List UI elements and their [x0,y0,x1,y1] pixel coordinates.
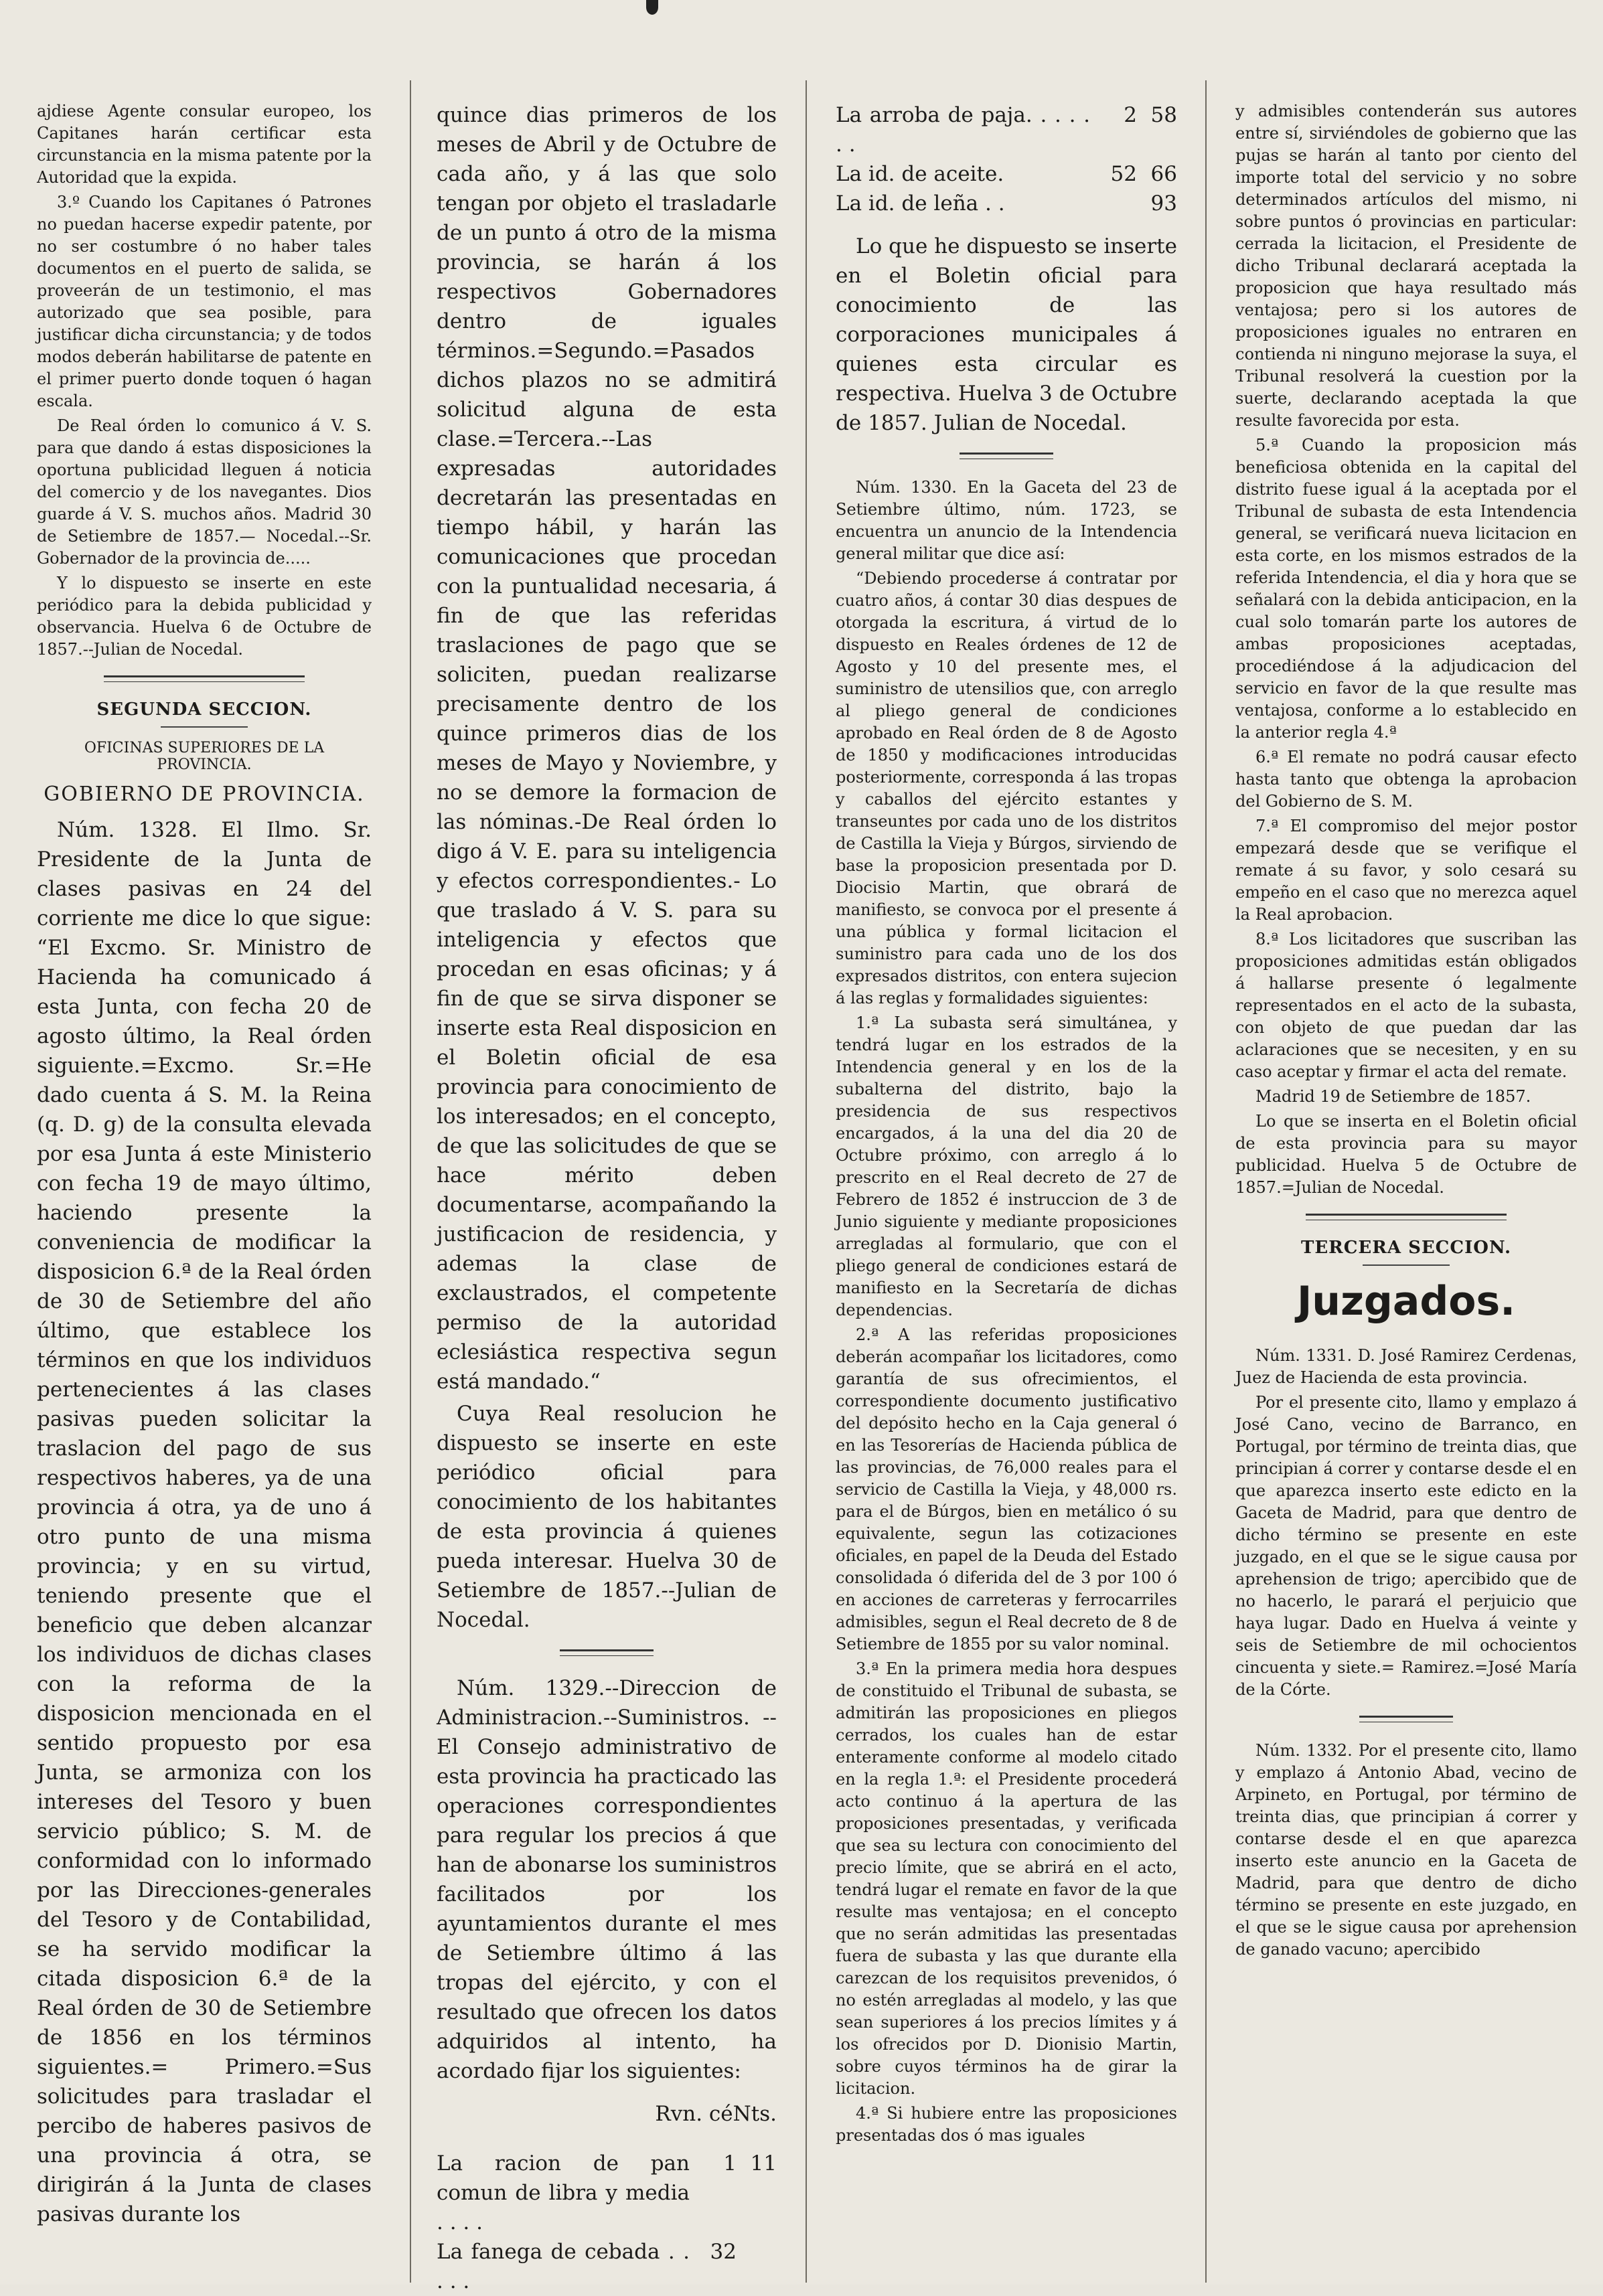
column-4 [1235,100,1577,2276]
item-name: La fanega de cebada . . . . . [437,2240,690,2293]
item-name: La id. de aceite. [836,162,1004,186]
top-ink-mark [646,0,658,15]
price-header: Rvn. céNts. [655,2102,777,2126]
separator-rule [960,453,1053,459]
paragraph: 6.ª El remate no podrá causar efecto hasta tanto que obtenga la aprobacion del Gobierno de S. M. [1235,748,1577,811]
paragraph: Cuya Real resolucion he dispuesto se inserte en este periódico oficial para conocimiento de los habitantes de esta provincia á quienes pueda interesar. Huelva 30 de Setiembre de 1857.--Julian de Nocedal. [437,1402,777,1632]
price-row [437,2237,777,2296]
item-reales: 52 [1110,162,1137,186]
section-rule [104,675,305,682]
paragraph: “Debiendo procederse á contratar por cuatro años, á contar 30 dias despues de otorgada la escritura, á virtud de lo dispuesto en Reales órdenes de 12 de Agosto y 10 del presente mes, el suministro de utensilios que, con arreglo al pliego general de condiciones aprobado en Real órden de 8 de Agosto de 1850 y modificaciones introducidas posteriormente, corresponda á las tropas y caballos del ejército estantes y transeuntes por cada uno de los distritos de Castilla la Vieja y Búrgos, sirviendo de base la proposicion presentada por D. Diocisio Martin, que obrará de manifiesto, se convoca por el presente á una pública y formal licitacion el suministro para cada uno de los dos expresados distritos, con entera sujecion á las reglas y formalidades siguientes: [836,569,1177,1007]
price-row [836,100,1177,159]
item-centimos: 93 [1150,191,1177,216]
short-rule [161,726,248,728]
article-1331: Núm. 1331. D. José Ramirez Cerdenas, Juez de Hacienda de esta provincia. [1235,1346,1577,1387]
column-divider [410,80,411,2283]
column-divider [1205,80,1207,2283]
article-1332: Núm. 1332. Por el presente cito, llamo y emplazo á Antonio Abad, vecino de Arpineto, en Portugal, por término de treinta dias, que principian á correr y contarse desde el en que aparezca inserto este anuncio en la Gaceta de Madrid, para que dentro de dicho término se presente en este juzgado, en el que se le sigue causa por aprehension de ganado vacuno; apercibido [1235,1741,1577,1959]
item-centimos: 66 [1150,162,1177,186]
paragraph: Y lo dispuesto se inserte en este periódico para la debida publicidad y observancia. Huelva 6 de Octubre de 1857.--Julian de Nocedal. [37,574,372,659]
paragraph: Por el presente cito, llamo y emplazo á José Cano, vecino de Barranco, en Portugal, por término de treinta dias, que principian á correr y contarse desde el en que aparezca inserto este edicto en la Gaceta de Madrid, para que dentro de dicho término se presente en este juzgado, en el que se le sigue causa por aprehension de trigo; apercibido que de no hacerlo, le parará el perjuicio que haya lugar. Dado en Huelva á veinte y seis de Setiembre de mil ochocientos cincuenta y siete.= Ramirez.=José María de la Córte. [1235,1393,1577,1699]
price-row [836,159,1177,189]
paragraph: 5.ª Cuando la proposicion más beneficiosa obtenida en la capital del distrito fuese igual á la aceptada por el Tribunal de subasta de esta Intendencia general, se verificará nueva licitacion en esta corte, en los mismos estrados de la referida Intendencia, el dia y hora que se señalará con la debida anticipacion, en la cual solo tomarán parte los autores de ambas proposiciones aceptadas, procediéndose á la adjudicacion del servicio en favor de la que resulte mas ventajosa, conforme a lo establecido en la anterior regla 4.ª [1235,436,1577,742]
subsection-heading: OFICINAS SUPERIORES DE LA PROVINCIA. [84,740,325,773]
item-centimos: 11 [750,2151,777,2176]
paragraph: 1.ª La subasta será simultánea, y tendrá lugar en los estrados de la Intendencia general y en los de la subalterna del distrito, bajo la presidencia de sus respectivos encargados, á la una del dia 20 de Octubre próximo, con arreglo á lo prescrito en el Real decreto de 27 de Febrero de 1852 é instruccion de 3 de Junio siguiente y mediante proposiciones arregladas al formulario, que con el pliego general de condiciones estará de manifiesto en la Secretaría de dichas dependencias. [836,1013,1177,1319]
paragraph: 3.ª En la primera media hora despues de constituido el Tribunal de subasta, se admitirán las proposiciones en pliegos cerrados, los cuales han de estar enteramente conforme al modelo citado en la regla 1.ª: el Presidente procederá acto continuo á la apertura de las proposiciones presentadas, y verificada que sea su lectura con conocimiento del precio límite, que se abrirá en el acto, tendrá lugar el remate en favor de la que resulte mas ventajosa; en el concepto que no serán admitidas las presentadas fuera de subasta y las que durante ella carezcan de los requisitos prevenidos, ó no estén arregladas al modelo, y las que sean superiores á los precios límites y á los ofrecidos por D. Dionisio Martin, sobre cuyos términos ha de girar la licitacion. [836,1659,1177,2098]
paragraph: 2.ª A las referidas proposiciones deberán acompañar los licitadores, como garantía de sus ofrecimientos, el correspondiente documento justificativo del depósito hecho en la Caja general ó en las Tesorerías de Hacienda pública de las provincias, de 76,000 reales para el servicio de Castilla la Vieja, y 48,000 rs. para el de Búrgos, bien en metálico ó su equivalente, segun las cotizaciones oficiales, en papel de la Deuda del Estado consolidada ó diferida del de 3 por 100 ó en acciones de carreteras y ferrocarriles admisibles, segun el Real decreto de 8 de Setiembre de 1855 por su valor nominal. [836,1325,1177,1653]
paragraph: 3.º Cuando los Capitanes ó Patrones no puedan hacerse expedir patente, por no ser costumbre ó no haber tales documentos en el puerto de salida, se proveerán de un testimonio, el mas autorizado que sea posible, para justificar dicha circunstancia; y de todos modos deberán habilitarse de patente en el primer puerto donde toquen ó hagan escala. [37,193,372,410]
juzgados-heading: Juzgados. [1296,1278,1516,1325]
paragraph: 7.ª El compromiso del mejor postor empezará desde que se verifique el remate á su favor, y solo cesará su empeño en el caso que no merezca aquel la Real aprobacion. [1235,817,1577,924]
paragraph: Madrid 19 de Setiembre de 1857. [1255,1087,1531,1106]
section-heading: TERCERA SECCION. [1300,1238,1512,1258]
paragraph: 4.ª Si hubiere entre las proposiciones presentadas dos ó mas iguales [836,2104,1177,2145]
paragraph: 8.ª Los licitadores que suscriban las proposiciones admitidas están obligados á hallarse presente ó legalmente representados en el acto de la subasta, con objeto de que puedan dar las aclaraciones que se necesiten, y en su caso aceptar y firmar el acta del remate. [1235,930,1577,1081]
item-reales: 2 [1124,103,1137,127]
item-centimos: 58 [1150,103,1177,127]
short-rule [1363,1264,1450,1266]
office-heading: GOBIERNO DE PROVINCIA. [44,783,365,806]
item-name: La racion de pan comun de libra y media . . . . [437,2151,690,2234]
paragraph: ajdiese Agente consular europeo, los Capitanes harán certificar esta circunstancia en la misma patente por la Autoridad que la expida. [37,102,372,187]
section-heading: SEGUNDA SECCION. [96,700,312,720]
paragraph: y admisibles contenderán sus autores entre sí, sirviéndoles de gobierno que las pujas se harán al tanto por ciento del importe total del servicio y no sobre determinados artículos del mismo, ni sobre puntos ó provincias en particular: cerrada la licitacion, el Presidente de dicho Tribunal declarará aceptada la proposicion que haya resultado más ventajosa; pero si los autores de proposiciones iguales no entraren en contienda ni ninguno mejorase la suya, el Tribunal resolverá la cuestion por la suerte, declarando aceptada la que resulte favorecida por esta. [1235,102,1577,430]
separator-rule [1359,1716,1453,1722]
paragraph: Lo que se inserta en el Boletin oficial de esta provincia para su mayor publicidad. Huelva 5 de Octubre de 1857.=Julian de Nocedal. [1235,1112,1577,1197]
column-1 [37,100,372,2276]
price-row [836,189,1177,218]
section-rule [1306,1214,1507,1220]
paragraph: Lo que he dispuesto se inserte en el Boletin oficial para conocimiento de las corporaciones municipales á quienes esta circular es respectiva. Huelva 3 de Octubre de 1857. Julian de Nocedal. [836,234,1177,435]
paragraph: quince dias primeros de los meses de Abril y de Octubre de cada año, y á las que solo tengan por objeto el trasladarle de un punto á otro de la misma provincia, se harán á los respectivos Gobernadores dentro de iguales términos.=Segundo.=Pasados dichos plazos no se admitirá solicitud alguna de esta clase.=Tercera.--Las expresadas autoridades decretarán las presentadas en tiempo hábil, y harán las comunicaciones que procedan con la puntualidad necesaria, á fin de que las referidas traslaciones de pago que se soliciten, puedan realizarse precisamente dentro de los quince primeros dias de los meses de Mayo y Noviembre, y no se demore la formacion de las nóminas.-De Real órden lo digo á V. E. para su inteligencia y efectos correspondientes.- Lo que traslado á V. S. para su inteligencia y efectos que procedan en esas oficinas; y á fin de que se sirva disponer se inserte esta Real disposicion en el Boletin oficial de esa provincia para conocimiento de los interesados; en el concepto, de que las solicitudes de que se hace mérito deben documentarse, acompañando la justificacion de residencia, y ademas la clase de exclaustrados, el competente permiso de la autoridad eclesiástica respectiva segun está mandado.“ [437,103,777,1394]
separator-rule [560,1649,654,1656]
article-1330: Núm. 1330. En la Gaceta del 23 de Setiembre último, núm. 1723, se encuentra un anuncio de la Intendencia general militar que dice así: [836,478,1177,563]
item-reales: 1 [723,2151,737,2176]
item-name: La id. de leña . . [836,191,1005,216]
column-2 [437,100,777,2293]
item-reales: 32 [710,2240,737,2264]
article-1328: Núm. 1328. El Ilmo. Sr. Presidente de la Junta de clases pasivas en 24 del corriente me dice lo que sigue: “El Excmo. Sr. Ministro de Hacienda ha comunicado á esta Junta, con fecha 20 de agosto último, la Real órden siguiente.=Excmo. Sr.=He dado cuenta á S. M. la Reina (q. D. g) de la consulta elevada por esa Junta á este Ministerio con fecha 19 de mayo último, haciendo presente la conveniencia de modificar la disposicion 6.ª de la Real órden de 30 de Setiembre del año último, que establece los términos en que los individuos pertenecientes á las clases pasivas pueden solicitar la traslacion del pago de sus respectivos haberes, ya de una provincia á otra, ya de uno á otro punto de una misma provincia; y en su virtud, teniendo presente que el beneficio que deben alcanzar los individuos de dichas clases con la reforma de la disposicion mencionada en el sentido propuesto por esa Junta, se armoniza con los intereses del Tesoro y buen servicio público; S. M. de conformidad con lo informado por las Direcciones-generales del Tesoro y de Contabilidad, se ha servido modificar la citada disposicion 6.ª de la Real órden de 30 de Setiembre de 1856 en los términos siguientes.= Primero.=Sus solicitudes para trasladar el percibo de haberes pasivos de una provincia á otra, se dirigirán á la Junta de clases pasivas durante los [37,818,372,2226]
price-row [437,2149,777,2237]
paragraph: De Real órden lo comunico á V. S. para que dando á estas disposiciones la oportuna publicidad lleguen á noticia del comercio y de los navegantes. Dios guarde á V. S. muchos años. Madrid 30 de Setiembre de 1857.— Nocedal.--Sr. Gobernador de la provincia de..... [37,416,372,568]
column-divider [806,80,807,2283]
column-3 [836,100,1177,2276]
item-name: La arroba de paja. . . . . . . [836,103,1090,157]
article-1329: Núm. 1329.--Direccion de Administracion.--Suministros. --El Consejo administrativo de esta provincia ha practicado las operaciones correspondientes para regular los precios á que han de abonarse los suministros facilitados por los ayuntamientos durante el mes de Setiembre último á las tropas del ejército, y con el resultado que ofrecen los datos adquiridos al intento, ha acordado fijar los siguientes: [437,1676,777,2083]
